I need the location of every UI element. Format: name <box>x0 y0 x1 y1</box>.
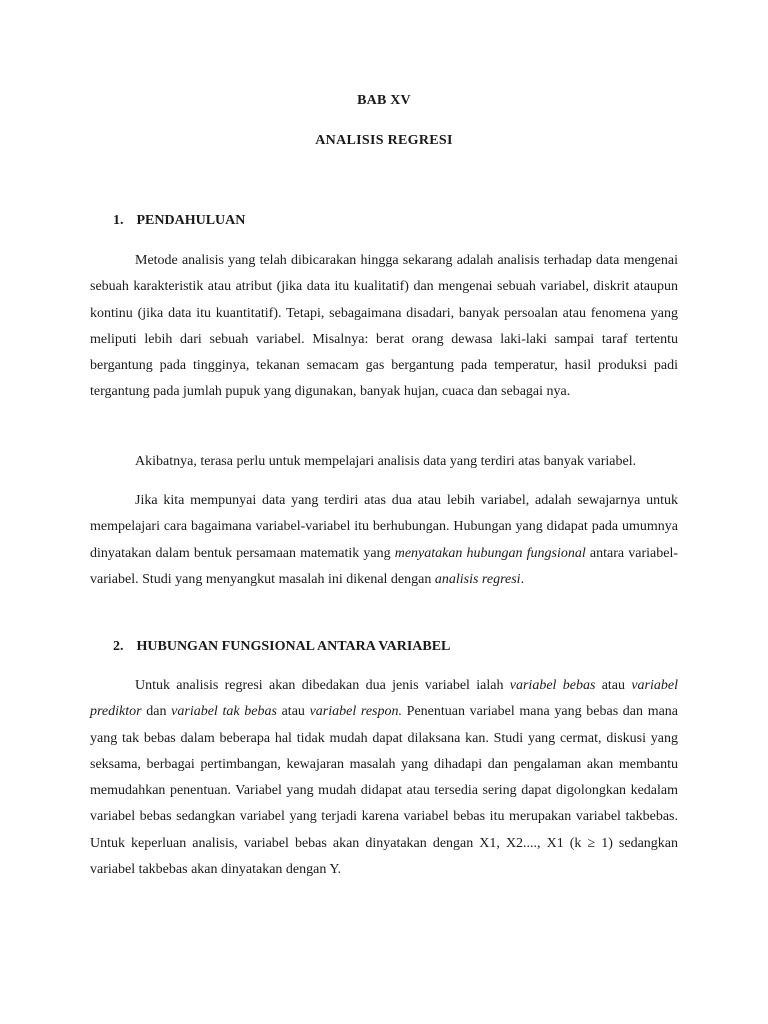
paragraph-text: Penentuan variabel mana yang bebas dan mana yang tak bebas dalam beberapa hal tidak mudah dapat dilaksana kan. Studi yang cermat, diskusi yang seksama, berbagai pertimbangan, kewajaran masalah yang dihadapi dan pengalaman akan membantu memudahkan penentuan. Variabel yang mudah didapat atau tersedia sering dapat digolongkan kedalam variabel bebas sedangkan variabel yang terjadi karena variabel bebas itu merupakan variabel takbebas. Untuk keperluan analisis, variabel bebas akan dinyatakan dengan X1, X2...., X1 (k ≥ 1) sedangkan variabel takbebas akan dinyatakan dengan Y. <box>90 704 679 878</box>
italic-term: analisis regresi <box>434 571 521 587</box>
section-1-paragraph-2: Akibatnya, terasa perlu untuk mempelajari analisis data yang terdiri atas banyak variabel. <box>135 454 637 469</box>
paragraph-text: Untuk analisis regresi akan dibedakan dua jenis variabel ialah <box>135 678 510 693</box>
italic-term: variabel bebas <box>509 678 596 693</box>
italic-term: variabel respon. <box>309 704 402 720</box>
section-1-title: PENDAHULUAN <box>136 213 246 228</box>
paragraph-text: atau <box>595 678 632 693</box>
italic-term: variabel tak bebas <box>171 704 277 720</box>
paragraph-text: Jika kita mempunyai data yang terdiri atas dua atau lebih variabel, adalah sewajarnya untuk mempelajari cara bagaimana variabel-variabel itu berhubungan. Hubungan yang didapat pada umumnya dinyatakan dalam bentuk persamaan matematik yang <box>90 493 678 561</box>
section-2-heading <box>113 639 450 655</box>
paragraph-text: atau <box>276 704 310 720</box>
section-2-title: HUBUNGAN FUNGSIONAL ANTARA VARIABEL <box>136 639 451 654</box>
paragraph-text: . <box>520 571 525 587</box>
italic-term: variabel prediktor <box>90 678 678 720</box>
paragraph-text: dan <box>141 704 172 720</box>
section-2-number: 2. <box>113 639 124 654</box>
section-1-heading <box>113 213 245 229</box>
section-1-paragraph-1: Metode analisis yang telah dibicarakan hingga sekarang adalah analisis terhadap data mengenai sebuah karakteristik atau atribut (jika data itu kualitatif) dan mengenai sebuah variabel, diskrit ataupun kontinu (jika data itu kuantitatif). Tetapi, sebagaimana disadari, banyak persoalan atau fenomena yang meliputi lebih dari sebuah variabel. Misalnya: berat orang dewasa laki-laki sampai taraf tertentu bergantung pada tingginya, tekanan semacam gas bergantung pada temperatur, hasil produksi padi tergantung pada jumlah pupuk yang digunakan, banyak hujan, cuaca dan sebagai nya. <box>90 253 678 400</box>
section-1-paragraph-3 <box>90 488 678 593</box>
italic-term: menyatakan hubungan fungsional <box>394 545 586 561</box>
section-2-paragraph-1 <box>90 673 678 883</box>
section-1-number: 1. <box>113 213 124 228</box>
chapter-subtitle: ANALISIS REGRESI <box>315 133 453 148</box>
chapter-title: BAB XV <box>357 93 411 108</box>
paragraph-text: antara variabel-variabel. Studi yang menyangkut masalah ini dikenal dengan <box>90 545 678 587</box>
